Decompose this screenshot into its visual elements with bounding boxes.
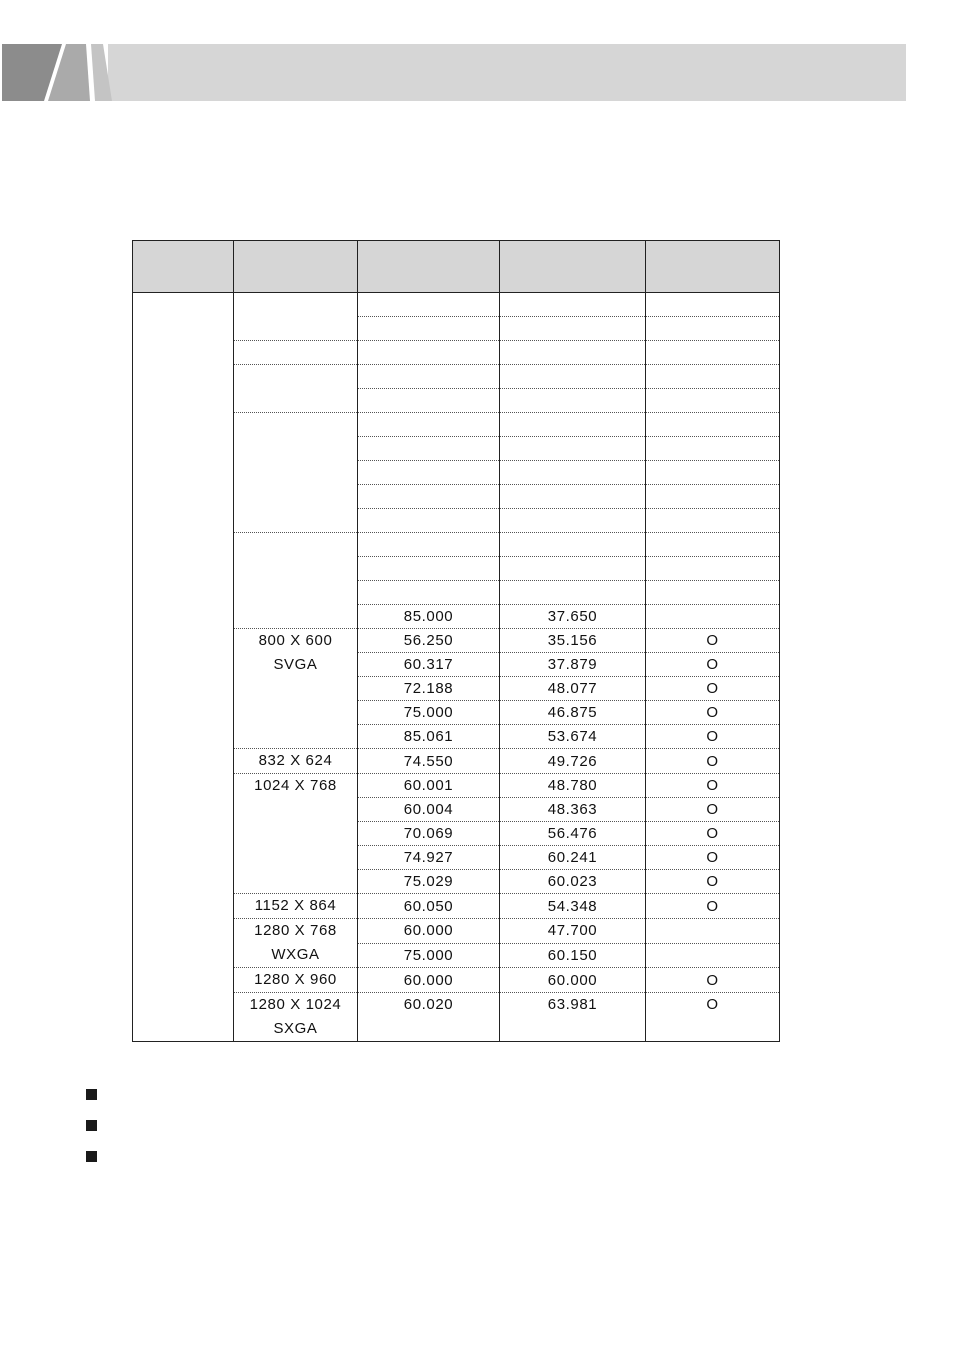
vertical-freq-cell <box>358 485 500 509</box>
horizontal-freq-cell <box>500 581 646 605</box>
resolution-label: 800 X 600 <box>258 632 333 649</box>
resolution-label: WXGA <box>271 946 320 963</box>
vertical-freq-cell: 74.550 <box>358 749 500 774</box>
bullet-square-icon <box>86 1089 97 1100</box>
vertical-freq-cell <box>358 533 500 557</box>
support-cell: O <box>646 774 780 798</box>
support-cell: O <box>646 677 780 701</box>
horizontal-freq-cell: 47.700 <box>500 919 646 944</box>
vertical-freq-cell <box>358 317 500 341</box>
horizontal-freq-cell: 63.981 <box>500 993 646 1042</box>
support-cell <box>646 509 780 533</box>
vertical-freq-cell <box>358 557 500 581</box>
support-cell: O <box>646 749 780 774</box>
support-cell <box>646 485 780 509</box>
vertical-freq-cell: 56.250 <box>358 629 500 653</box>
horizontal-freq-cell <box>500 293 646 317</box>
horizontal-freq-cell: 53.674 <box>500 725 646 749</box>
resolution-cell <box>234 993 358 1042</box>
resolution-label: SXGA <box>273 1020 318 1037</box>
resolution-cell <box>234 533 358 629</box>
resolution-cell <box>234 413 358 533</box>
horizontal-freq-cell <box>500 557 646 581</box>
vertical-freq-cell <box>358 293 500 317</box>
resolution-cell <box>234 968 358 993</box>
resolution-label: 1280 X 960 <box>254 971 337 988</box>
support-cell <box>646 533 780 557</box>
header-cell-support <box>646 241 780 293</box>
vertical-freq-cell <box>358 413 500 437</box>
support-cell: O <box>646 993 780 1042</box>
bullet-square-icon <box>86 1151 97 1162</box>
vertical-freq-cell: 60.000 <box>358 919 500 944</box>
support-cell <box>646 437 780 461</box>
vertical-freq-cell: 85.000 <box>358 605 500 629</box>
vertical-freq-cell: 74.927 <box>358 846 500 870</box>
support-cell <box>646 461 780 485</box>
horizontal-freq-cell: 48.077 <box>500 677 646 701</box>
resolution-cell <box>234 293 358 341</box>
resolution-label: 832 X 624 <box>258 752 333 769</box>
horizontal-freq-cell: 56.476 <box>500 822 646 846</box>
support-cell <box>646 389 780 413</box>
resolution-cell <box>234 749 358 774</box>
horizontal-freq-cell <box>500 485 646 509</box>
horizontal-freq-cell: 48.780 <box>500 774 646 798</box>
horizontal-freq-cell: 60.241 <box>500 846 646 870</box>
display-modes-table <box>132 240 780 1042</box>
support-cell <box>646 317 780 341</box>
header-cell-horizontal-freq <box>500 241 646 293</box>
support-cell <box>646 943 780 968</box>
vertical-freq-cell: 70.069 <box>358 822 500 846</box>
support-cell: O <box>646 725 780 749</box>
support-cell: O <box>646 629 780 653</box>
vertical-freq-cell <box>358 581 500 605</box>
vertical-freq-cell: 60.020 <box>358 993 500 1042</box>
header-cell-signal <box>133 241 234 293</box>
support-cell: O <box>646 846 780 870</box>
support-cell: O <box>646 798 780 822</box>
vertical-freq-cell <box>358 341 500 365</box>
resolution-cell <box>234 774 358 894</box>
horizontal-freq-cell: 37.650 <box>500 605 646 629</box>
banner-bar <box>108 44 906 101</box>
horizontal-freq-cell <box>500 461 646 485</box>
vertical-freq-cell: 60.000 <box>358 968 500 993</box>
support-cell: O <box>646 894 780 919</box>
table-header-row <box>133 241 780 293</box>
support-cell <box>646 413 780 437</box>
horizontal-freq-cell <box>500 389 646 413</box>
resolution-label: SVGA <box>273 656 318 673</box>
notes-list <box>86 1089 97 1182</box>
horizontal-freq-cell: 48.363 <box>500 798 646 822</box>
horizontal-freq-cell <box>500 533 646 557</box>
horizontal-freq-cell <box>500 437 646 461</box>
horizontal-freq-cell <box>500 341 646 365</box>
table-row <box>133 293 780 317</box>
support-cell <box>646 605 780 629</box>
vertical-freq-cell: 60.001 <box>358 774 500 798</box>
horizontal-freq-cell <box>500 365 646 389</box>
support-cell: O <box>646 822 780 846</box>
vertical-freq-cell <box>358 365 500 389</box>
vertical-freq-cell: 60.004 <box>358 798 500 822</box>
vertical-freq-cell <box>358 461 500 485</box>
resolution-cell <box>234 919 358 968</box>
horizontal-freq-cell <box>500 317 646 341</box>
support-cell: O <box>646 701 780 725</box>
horizontal-freq-cell <box>500 509 646 533</box>
resolution-label: 1280 X 1024 <box>249 996 342 1013</box>
vertical-freq-cell: 75.000 <box>358 701 500 725</box>
note-item <box>86 1120 97 1131</box>
header-banner <box>0 0 954 110</box>
horizontal-freq-cell: 49.726 <box>500 749 646 774</box>
support-cell <box>646 365 780 389</box>
vertical-freq-cell: 75.000 <box>358 943 500 968</box>
horizontal-freq-cell: 60.000 <box>500 968 646 993</box>
vertical-freq-cell: 75.029 <box>358 870 500 894</box>
vertical-freq-cell <box>358 437 500 461</box>
vertical-freq-cell <box>358 509 500 533</box>
horizontal-freq-cell: 37.879 <box>500 653 646 677</box>
support-cell <box>646 581 780 605</box>
resolution-cell <box>234 365 358 413</box>
horizontal-freq-cell: 46.875 <box>500 701 646 725</box>
bullet-square-icon <box>86 1120 97 1131</box>
resolution-label: 1152 X 864 <box>254 897 337 914</box>
signal-cell <box>133 293 234 1042</box>
support-cell <box>646 341 780 365</box>
support-cell: O <box>646 870 780 894</box>
horizontal-freq-cell: 60.023 <box>500 870 646 894</box>
horizontal-freq-cell: 60.150 <box>500 943 646 968</box>
support-cell <box>646 557 780 581</box>
horizontal-freq-cell: 35.156 <box>500 629 646 653</box>
resolution-label: 1280 X 768 <box>254 922 337 939</box>
resolution-label: 1024 X 768 <box>254 777 337 794</box>
horizontal-freq-cell: 54.348 <box>500 894 646 919</box>
vertical-freq-cell: 60.050 <box>358 894 500 919</box>
support-cell <box>646 919 780 944</box>
support-cell: O <box>646 653 780 677</box>
resolution-cell <box>234 341 358 365</box>
vertical-freq-cell: 72.188 <box>358 677 500 701</box>
vertical-freq-cell: 85.061 <box>358 725 500 749</box>
header-cell-vertical-freq <box>358 241 500 293</box>
vertical-freq-cell <box>358 389 500 413</box>
support-cell: O <box>646 968 780 993</box>
note-item <box>86 1151 97 1162</box>
resolution-cell <box>234 894 358 919</box>
header-cell-mode <box>234 241 358 293</box>
support-cell <box>646 293 780 317</box>
vertical-freq-cell: 60.317 <box>358 653 500 677</box>
resolution-cell <box>234 629 358 749</box>
note-item <box>86 1089 97 1100</box>
horizontal-freq-cell <box>500 413 646 437</box>
